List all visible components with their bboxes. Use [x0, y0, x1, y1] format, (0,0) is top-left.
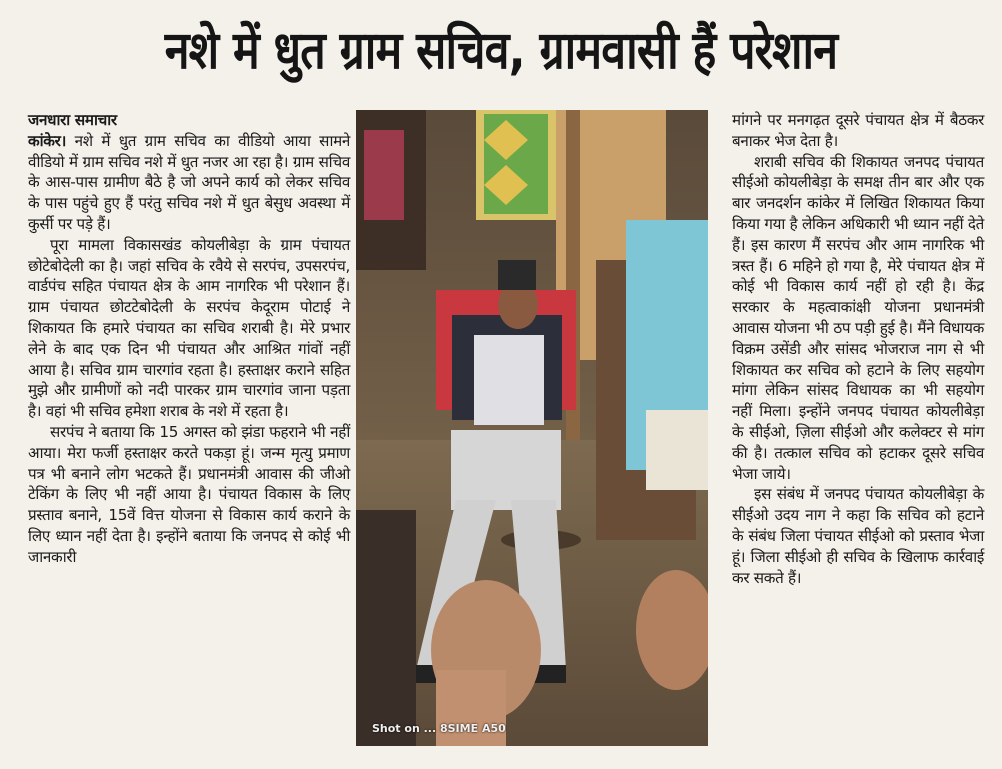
news-photo — [356, 110, 708, 746]
paragraph-5: शराबी सचिव की शिकायत जनपद पंचायत सीईओ कोयलीबेड़ा के समक्ष तीन बार और एक बार जनदर्शन कांकेर में लिखित शिकायत किया किया गया है लेकिन अधिकारी भी ध्यान नहीं देते हैं। इस कारण मैं सरपंच और आम नागरिक भी त्रस्त हैं। 6 महिने हो गया है, मेरे पंचायत क्षेत्र में कोई भी विकास कार्य नहीं हो रही है। केंद्र सरकार के महत्वाकांक्षी योजना प्रधानमंत्री आवास योजना भी ठप पड़ी हुई है। मैंने विधायक विक्रम उसेंडी और सांसद भोजराज नाग से भी शिकायत कर सचिव को हटाने के लिए सहयोग मांगा लेकिन सांसद विधायक का भी सहयोग नहीं मिला। इन्होंने जनपद पंचायत कोयलीबेड़ा के सीईओ, ज़िला सीईओ और कलेक्टर से मांग की है। तत्काल सचिव को हटाकर दूसरे सचिव भेजा जाये। — [732, 152, 984, 483]
paragraph-3: सरपंच ने बताया कि 15 अगस्त को झंडा फहराने भी नहीं आया। मेरा फर्जी हस्ताक्षर करते पकड़ा हूं। जन्म मृत्यु प्रमाण पत्र भी बनाने लोग भटकते हैं। प्रधानमंत्री आवास की जीओ टेकिंग के लिए भी नहीं आया है। पंचायत विकास के लिए प्रस्ताव बनाने, 15वें वित्त योजना से विकास कार्य कराने के लिए ध्यान नहीं देता है। इन्होंने बताया कि जनपद से कोई भी जानकारी — [28, 422, 350, 566]
headline: नशे में धुत ग्राम सचिव, ग्रामवासी हैं परेशान — [164, 21, 838, 81]
dateline: कांकेर। — [28, 131, 67, 150]
article-column-left — [28, 110, 350, 568]
byline: जनधारा समाचार — [28, 111, 117, 129]
paragraph-4: मांगने पर मनगढ़त दूसरे पंचायत क्षेत्र में बैठकर बनाकर भेज देता है। — [732, 111, 984, 150]
photo-watermark: Shot on ... 8SIME A50 — [372, 722, 506, 735]
paragraph-1-text: नशे में धुत ग्राम सचिव का वीडियो आया सामने वीडियो में ग्राम सचिव नशे में धुत नजर आ रहा है। ग्राम सचिव के आस-पास ग्रामीण बैठे है जो अपने कार्य को लेकर सचिव के पास पहुंचे हुए हैं परंतु सचिव नशे में धुत बेसुध अवस्था में कुर्सी पर पड़े हैं। — [28, 131, 350, 233]
paragraph-2: पूरा मामला विकासखंड कोयलीबेड़ा के ग्राम पंचायत छोटेबोदेली का है। जहां सचिव के रवैये से सरपंच, उपसरपंच, वार्डपंच सहित पंचायत क्षेत्र के आम नागरिक भी परेशान हैं। ग्राम पंचायत छोटटेबोदेली के सरपंच केदूराम पोटाई ने शिकायत कि हमारे पंचायत का सचिव शराबी है। मेरे प्रभार लेने के बाद एक दिन भी पंचायत और आश्रित गांवों नहीं आया है। सचिव ग्राम चारगांव रहता है। हस्ताक्षर कराने सहित मुझे और ग्रामीणों को नदी पारकर ग्राम चारगांव जाना पड़ता है। वहां भी सचिव हमेशा शराब के नशे में रहता है। — [28, 235, 350, 421]
photo-illustration — [356, 110, 708, 746]
article-column-right — [732, 110, 984, 588]
paragraph-6: इस संबंध में जनपद पंचायत कोयलीबेड़ा के सीईओ उदय नाग ने कहा कि सचिव को हटाने के संबंध जिला पंचायत सीईओ को प्रस्ताव भेजा हूं। जिला सीईओ ही सचिव के खिलाफ कार्रवाई कर सकते हैं। — [732, 485, 984, 587]
paragraph-1 — [28, 110, 350, 235]
